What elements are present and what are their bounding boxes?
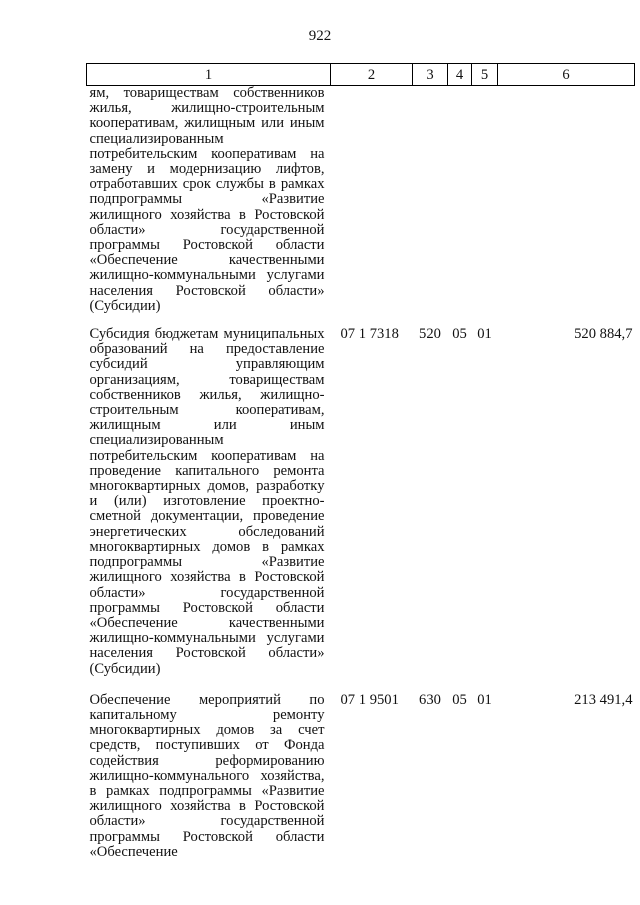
column-header-rz: 4 [448,64,472,86]
row-amount: 213 491,4 [574,691,633,708]
row-description: ям, товариществам собственников жилья, жилищно-строительным кооперативам, жилищным или иным специализированным потребительским кооперативам на замену и модернизацию лифтов, отработавших срок службы в рамках подпрограммы «Развитие жилищного хозяйства в Ростовской области» государственной программы Ростовской области «Обеспечение качественными жилищно-коммунальными услугами населения Ростовской области» (Субсидии) [89,85,325,314]
column-header-description: 1 [87,64,331,86]
column-header-pr: 5 [472,64,498,86]
table-row [87,693,635,860]
row-rz: 05 [452,691,467,708]
row-code [331,86,413,328]
row-pr: 01 [477,691,492,708]
row-rz: 05 [452,326,467,343]
page-number: 922 [308,28,332,44]
column-header-vr: 3 [413,64,448,86]
row-vr: 520 [419,326,441,343]
row-code: 07 1 7318 [340,326,399,343]
table-row [87,86,635,328]
row-description: Субсидия бюджетам муниципальных образований на предоставление субсидий управляющим организациям, товариществам собственников жилья, жилищно-строительным кооперативам, жилищным или иным специализированным потребительским кооперативам на проведение капитального ремонта многоквартирных домов, разработку и (или) изготовление проектно-сметной документации, проведение энергетических обследований многоквартирных домов в рамках подпрограммы «Развитие жилищного хозяйства в Ростовской области» государственной программы Ростовской области «Обеспечение качественными жилищно-коммунальными услугами населения Ростовской области» (Субсидии) [89,326,325,677]
row-amount [498,86,635,328]
row-pr: 01 [477,326,492,343]
budget-table [86,63,635,860]
row-vr [413,86,448,328]
row-description: Обеспечение мероприятий по капитальному ремонту многоквартирных домов за счет средств, поступивших от Фонда содействия реформированию жилищно-коммунального хозяйства, в рамках подпрограммы «Развитие жилищного хозяйства в Ростовской области» государственной программы Ростовской области «Обеспечение [89,691,325,860]
row-code: 07 1 9501 [340,691,399,708]
row-rz [448,86,472,328]
row-pr [472,86,498,328]
table-row [87,327,635,693]
table-header-row [87,64,635,86]
column-header-amount: 6 [498,64,635,86]
column-header-code: 2 [331,64,413,86]
row-vr: 630 [419,691,441,708]
row-amount: 520 884,7 [574,326,633,343]
